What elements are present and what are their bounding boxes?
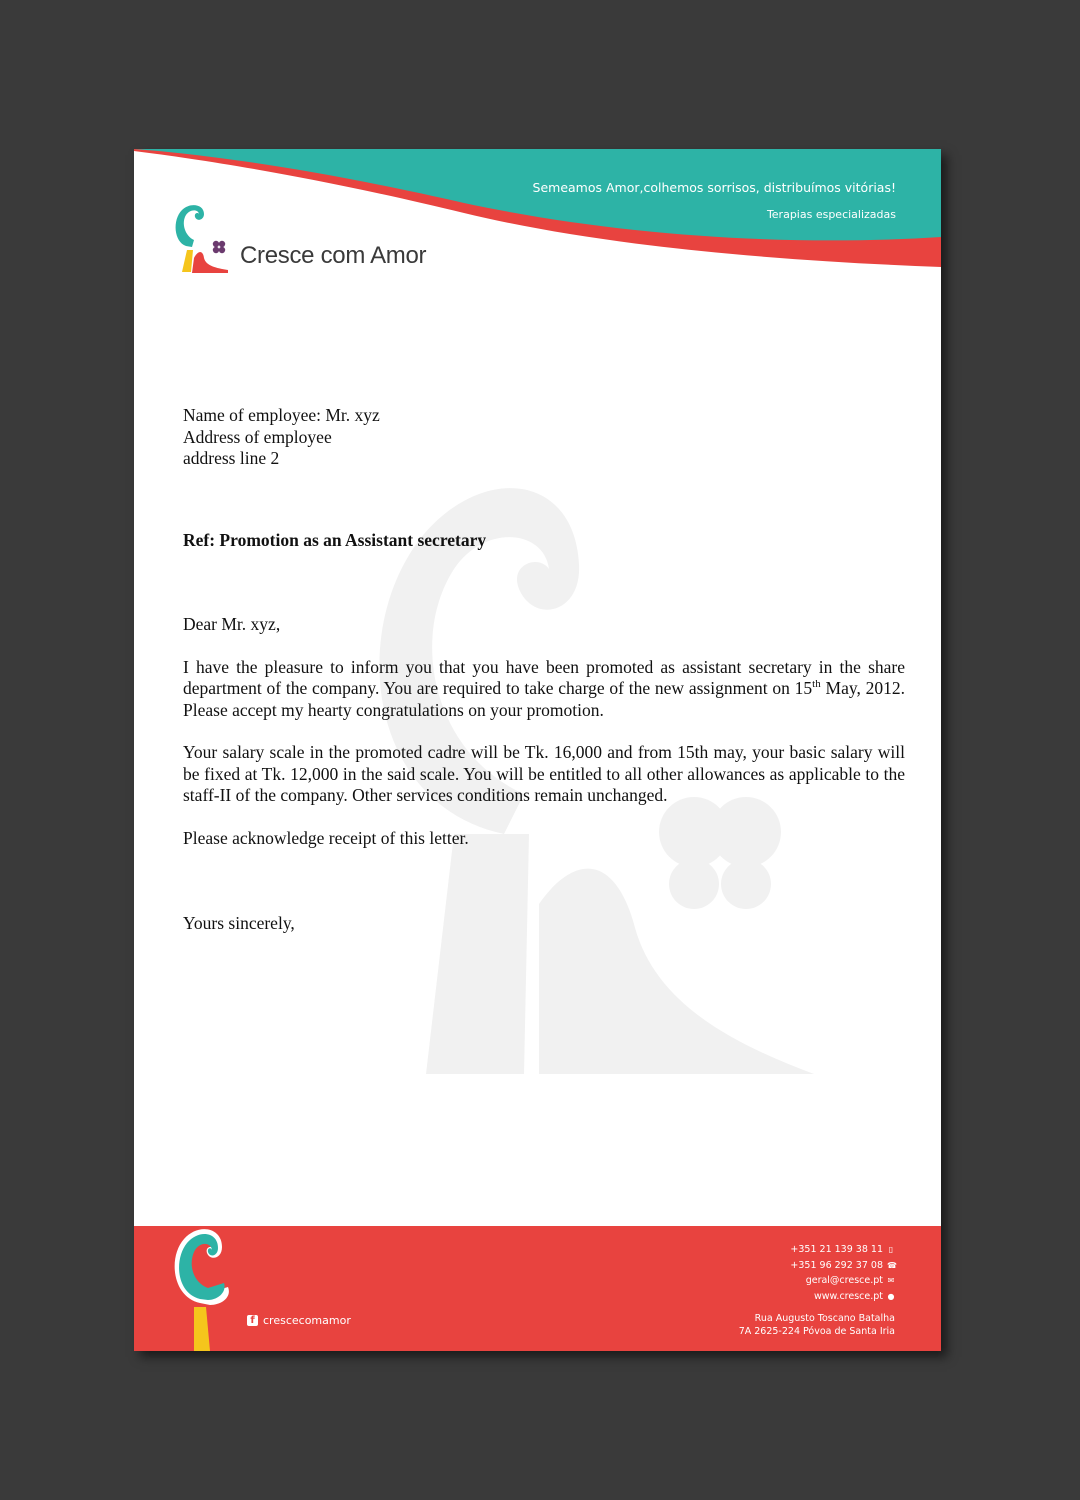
- company-address: [739, 1312, 895, 1338]
- recipient-address-line1: Address of employee: [183, 426, 332, 447]
- mobile-phone-icon: ▯: [888, 1245, 894, 1254]
- footer-logo-icon: [170, 1225, 240, 1351]
- salutation: Dear Mr. xyz,: [183, 614, 281, 634]
- contact-website[interactable]: www.cresce.pt ●: [790, 1289, 895, 1305]
- facebook-icon: f: [247, 1315, 258, 1326]
- brand-name: Cresce com Amor: [240, 242, 427, 269]
- mail-icon: ✉: [887, 1276, 895, 1285]
- contact-email[interactable]: geral@cresce.pt ✉: [790, 1273, 895, 1289]
- subtagline: Terapias especializadas: [766, 208, 896, 221]
- reference-line: Ref: Promotion as an Assistant secretary: [183, 529, 487, 550]
- tagline: Semeamos Amor,colhemos sorrisos, distribuímos vitórias!: [532, 180, 896, 195]
- letterhead-page: [134, 149, 941, 1351]
- globe-icon: ●: [887, 1291, 895, 1301]
- letter-body: [183, 405, 905, 935]
- paragraph-acknowledge: Please acknowledge receipt of this letter.: [183, 827, 469, 848]
- address-line2: 7A 2625-224 Póvoa de Santa Iria: [738, 1326, 895, 1337]
- recipient-name: Name of employee: Mr. xyz: [183, 405, 380, 425]
- closing: Yours sincerely,: [183, 913, 295, 933]
- address-line1: Rua Augusto Toscano Batalha: [754, 1313, 895, 1324]
- recipient-address: [183, 405, 905, 470]
- brand-logo-icon: [172, 200, 232, 275]
- contact-info: [790, 1242, 895, 1304]
- contact-phone: +351 96 292 37 08 ☎: [790, 1258, 895, 1274]
- facebook-link[interactable]: [247, 1314, 351, 1327]
- contact-mobile: +351 21 139 38 11 ▯: [790, 1242, 895, 1258]
- phone-icon: ☎: [887, 1260, 897, 1270]
- recipient-address-line2: address line 2: [183, 448, 280, 468]
- paragraph-salary: Your salary scale in the promoted cadre will be Tk. 16,000 and from 15th may, your basic salary will be fixed at Tk. 12,000 in the said scale. You will be entitled to all other allowances as applicable to the staff-II of the company. Other services conditions remain unchanged.: [183, 742, 905, 805]
- facebook-handle: crescecomamor: [263, 1314, 351, 1327]
- paragraph-promotion: I have the pleasure to inform you that you have been promoted as assistant secretary in the share department of the company. You are required to take charge of the new assignment on 15th May, 2012. Please accept my hearty congratulations on your promotion.: [183, 656, 905, 720]
